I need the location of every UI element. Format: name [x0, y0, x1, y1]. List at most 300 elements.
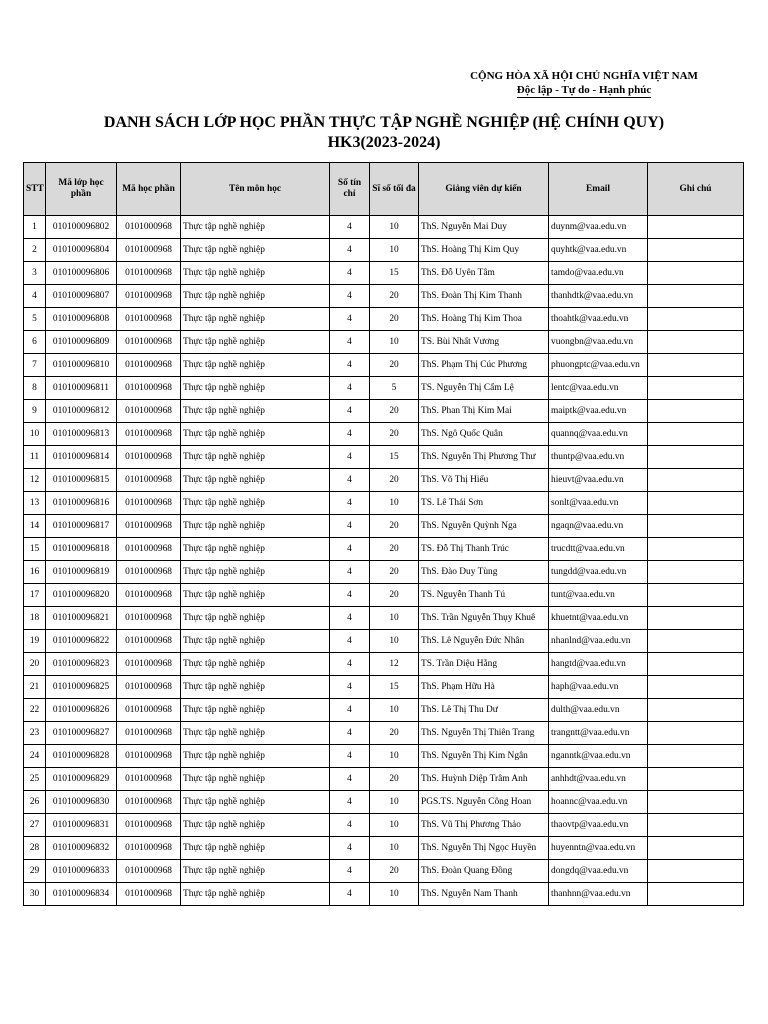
table-row	[24, 446, 744, 469]
class-code-cell: 010100096833	[46, 860, 117, 883]
credits-cell: 4	[330, 285, 370, 308]
email-cell: dongdq@vaa.edu.vn	[549, 860, 648, 883]
course-code-cell: 0101000968	[117, 538, 181, 561]
stt-cell: 29	[24, 860, 46, 883]
max-size-cell: 10	[370, 837, 419, 860]
notes-cell	[648, 308, 744, 331]
class-code-cell: 010100096832	[46, 837, 117, 860]
max-size-cell: 10	[370, 630, 419, 653]
credits-cell: 4	[330, 492, 370, 515]
course-code-cell: 0101000968	[117, 446, 181, 469]
email-cell: thuntp@vaa.edu.vn	[549, 446, 648, 469]
credits-cell: 4	[330, 446, 370, 469]
email-cell: lentc@vaa.edu.vn	[549, 377, 648, 400]
email-cell: tamdo@vaa.edu.vn	[549, 262, 648, 285]
credits-cell: 4	[330, 400, 370, 423]
course-name-cell: Thực tập nghề nghiệp	[181, 331, 330, 354]
table-body	[24, 216, 744, 906]
class-code-cell: 010100096804	[46, 239, 117, 262]
stt-cell: 15	[24, 538, 46, 561]
class-code-cell: 010100096806	[46, 262, 117, 285]
table-row	[24, 607, 744, 630]
email-cell: vuongbn@vaa.edu.vn	[549, 331, 648, 354]
stt-cell: 23	[24, 722, 46, 745]
credits-cell: 4	[330, 216, 370, 239]
course-name-cell: Thực tập nghề nghiệp	[181, 584, 330, 607]
notes-cell	[648, 699, 744, 722]
lecturer-cell: ThS. Hoàng Thị Kim Quy	[419, 239, 549, 262]
col-credits-header: Số tín chỉ	[330, 163, 370, 216]
class-code-cell: 010100096811	[46, 377, 117, 400]
notes-cell	[648, 446, 744, 469]
class-code-cell: 010100096828	[46, 745, 117, 768]
stt-cell: 1	[24, 216, 46, 239]
credits-cell: 4	[330, 377, 370, 400]
class-code-cell: 010100096809	[46, 331, 117, 354]
course-code-cell: 0101000968	[117, 791, 181, 814]
table-row	[24, 377, 744, 400]
stt-cell: 6	[24, 331, 46, 354]
course-code-cell: 0101000968	[117, 814, 181, 837]
max-size-cell: 20	[370, 469, 419, 492]
credits-cell: 4	[330, 354, 370, 377]
course-name-cell: Thực tập nghề nghiệp	[181, 308, 330, 331]
notes-cell	[648, 469, 744, 492]
max-size-cell: 10	[370, 699, 419, 722]
course-name-cell: Thực tập nghề nghiệp	[181, 446, 330, 469]
credits-cell: 4	[330, 561, 370, 584]
course-code-cell: 0101000968	[117, 722, 181, 745]
class-code-cell: 010100096825	[46, 676, 117, 699]
notes-cell	[648, 791, 744, 814]
stt-cell: 11	[24, 446, 46, 469]
max-size-cell: 10	[370, 239, 419, 262]
title-line1: DANH SÁCH LỚP HỌC PHẦN THỰC TẬP NGHỀ NGHIỆP (HỆ CHÍNH QUY)	[103, 114, 665, 131]
credits-cell: 4	[330, 239, 370, 262]
stt-cell: 30	[24, 883, 46, 906]
stt-cell: 7	[24, 354, 46, 377]
national-motto	[440, 69, 728, 97]
col-notes-header: Ghi chú	[648, 163, 744, 216]
course-code-cell: 0101000968	[117, 515, 181, 538]
max-size-cell: 10	[370, 331, 419, 354]
lecturer-cell: ThS. Ngô Quốc Quân	[419, 423, 549, 446]
stt-cell: 17	[24, 584, 46, 607]
class-code-cell: 010100096831	[46, 814, 117, 837]
table-row	[24, 331, 744, 354]
document-title	[0, 113, 768, 153]
course-name-cell: Thực tập nghề nghiệp	[181, 469, 330, 492]
notes-cell	[648, 377, 744, 400]
table-row	[24, 354, 744, 377]
course-code-cell: 0101000968	[117, 837, 181, 860]
course-name-cell: Thực tập nghề nghiệp	[181, 538, 330, 561]
class-code-cell: 010100096822	[46, 630, 117, 653]
stt-cell: 21	[24, 676, 46, 699]
lecturer-cell: ThS. Phạm Hữu Hà	[419, 676, 549, 699]
class-code-cell: 010100096812	[46, 400, 117, 423]
class-code-cell: 010100096819	[46, 561, 117, 584]
notes-cell	[648, 354, 744, 377]
notes-cell	[648, 883, 744, 906]
notes-cell	[648, 768, 744, 791]
class-code-cell: 010100096813	[46, 423, 117, 446]
max-size-cell: 5	[370, 377, 419, 400]
stt-cell: 5	[24, 308, 46, 331]
credits-cell: 4	[330, 262, 370, 285]
lecturer-cell: ThS. Đoàn Thị Kim Thanh	[419, 285, 549, 308]
course-code-cell: 0101000968	[117, 239, 181, 262]
notes-cell	[648, 285, 744, 308]
course-name-cell: Thực tập nghề nghiệp	[181, 607, 330, 630]
col-stt-header: STT	[24, 163, 46, 216]
email-cell: quannq@vaa.edu.vn	[549, 423, 648, 446]
email-cell: khuetnt@vaa.edu.vn	[549, 607, 648, 630]
course-name-cell: Thực tập nghề nghiệp	[181, 400, 330, 423]
email-cell: nhanlnd@vaa.edu.vn	[549, 630, 648, 653]
lecturer-cell: ThS. Nguyễn Mai Duy	[419, 216, 549, 239]
course-name-cell: Thực tập nghề nghiệp	[181, 515, 330, 538]
lecturer-cell: ThS. Đào Duy Tùng	[419, 561, 549, 584]
table-row	[24, 262, 744, 285]
course-code-cell: 0101000968	[117, 492, 181, 515]
max-size-cell: 20	[370, 538, 419, 561]
table-row	[24, 745, 744, 768]
table-row	[24, 722, 744, 745]
notes-cell	[648, 515, 744, 538]
class-code-cell: 010100096816	[46, 492, 117, 515]
email-cell: trucdtt@vaa.edu.vn	[549, 538, 648, 561]
stt-cell: 14	[24, 515, 46, 538]
course-code-cell: 0101000968	[117, 584, 181, 607]
course-name-cell: Thực tập nghề nghiệp	[181, 354, 330, 377]
table-row	[24, 584, 744, 607]
lecturer-cell: ThS. Đỗ Uyên Tâm	[419, 262, 549, 285]
max-size-cell: 15	[370, 446, 419, 469]
notes-cell	[648, 814, 744, 837]
lecturer-cell: ThS. Huỳnh Diệp Trâm Anh	[419, 768, 549, 791]
stt-cell: 28	[24, 837, 46, 860]
course-name-cell: Thực tập nghề nghiệp	[181, 676, 330, 699]
email-cell: thanhdtk@vaa.edu.vn	[549, 285, 648, 308]
class-code-cell: 010100096821	[46, 607, 117, 630]
max-size-cell: 20	[370, 860, 419, 883]
max-size-cell: 20	[370, 400, 419, 423]
course-name-cell: Thực tập nghề nghiệp	[181, 837, 330, 860]
notes-cell	[648, 561, 744, 584]
lecturer-cell: ThS. Vũ Thị Phương Thảo	[419, 814, 549, 837]
credits-cell: 4	[330, 791, 370, 814]
email-cell: hoannc@vaa.edu.vn	[549, 791, 648, 814]
stt-cell: 9	[24, 400, 46, 423]
stt-cell: 13	[24, 492, 46, 515]
notes-cell	[648, 239, 744, 262]
stt-cell: 16	[24, 561, 46, 584]
table-row	[24, 699, 744, 722]
course-name-cell: Thực tập nghề nghiệp	[181, 722, 330, 745]
class-code-cell: 010100096820	[46, 584, 117, 607]
table-row	[24, 837, 744, 860]
email-cell: phuongptc@vaa.edu.vn	[549, 354, 648, 377]
class-code-cell: 010100096823	[46, 653, 117, 676]
course-code-cell: 0101000968	[117, 630, 181, 653]
course-code-cell: 0101000968	[117, 745, 181, 768]
credits-cell: 4	[330, 883, 370, 906]
max-size-cell: 10	[370, 883, 419, 906]
col-course-name-header: Tên môn học	[181, 163, 330, 216]
course-code-cell: 0101000968	[117, 377, 181, 400]
course-name-cell: Thực tập nghề nghiệp	[181, 814, 330, 837]
motto: Độc lập - Tự do - Hạnh phúc	[516, 84, 652, 96]
lecturer-cell: TS. Trần Diệu Hằng	[419, 653, 549, 676]
stt-cell: 10	[24, 423, 46, 446]
table-row	[24, 860, 744, 883]
max-size-cell: 10	[370, 745, 419, 768]
class-code-cell: 010100096830	[46, 791, 117, 814]
email-cell: hieuvt@vaa.edu.vn	[549, 469, 648, 492]
table-row	[24, 538, 744, 561]
class-code-cell: 010100096814	[46, 446, 117, 469]
email-cell: anhhdt@vaa.edu.vn	[549, 768, 648, 791]
lecturer-cell: ThS. Trần Nguyễn Thụy Khuê	[419, 607, 549, 630]
course-code-cell: 0101000968	[117, 285, 181, 308]
credits-cell: 4	[330, 538, 370, 561]
table-row	[24, 308, 744, 331]
notes-cell	[648, 745, 744, 768]
table-row	[24, 515, 744, 538]
course-name-cell: Thực tập nghề nghiệp	[181, 883, 330, 906]
class-list-table	[23, 162, 744, 906]
course-code-cell: 0101000968	[117, 607, 181, 630]
stt-cell: 18	[24, 607, 46, 630]
course-code-cell: 0101000968	[117, 860, 181, 883]
notes-cell	[648, 837, 744, 860]
class-code-cell: 010100096802	[46, 216, 117, 239]
country-name: CỘNG HÒA XÃ HỘI CHỦ NGHĨA VIỆT NAM	[470, 70, 698, 82]
table-row	[24, 653, 744, 676]
max-size-cell: 20	[370, 722, 419, 745]
notes-cell	[648, 262, 744, 285]
stt-cell: 22	[24, 699, 46, 722]
notes-cell	[648, 630, 744, 653]
col-max-size-header: Sĩ số tối đa	[370, 163, 419, 216]
course-name-cell: Thực tập nghề nghiệp	[181, 561, 330, 584]
notes-cell	[648, 607, 744, 630]
max-size-cell: 15	[370, 262, 419, 285]
table-row	[24, 676, 744, 699]
lecturer-cell: TS. Bùi Nhất Vương	[419, 331, 549, 354]
email-cell: thaovtp@vaa.edu.vn	[549, 814, 648, 837]
credits-cell: 4	[330, 860, 370, 883]
lecturer-cell: ThS. Nguyễn Thị Kim Ngân	[419, 745, 549, 768]
credits-cell: 4	[330, 676, 370, 699]
email-cell: dulth@vaa.edu.vn	[549, 699, 648, 722]
course-name-cell: Thực tập nghề nghiệp	[181, 492, 330, 515]
course-code-cell: 0101000968	[117, 262, 181, 285]
stt-cell: 27	[24, 814, 46, 837]
course-name-cell: Thực tập nghề nghiệp	[181, 262, 330, 285]
lecturer-cell: ThS. Nguyễn Thị Phương Thư	[419, 446, 549, 469]
max-size-cell: 10	[370, 814, 419, 837]
course-name-cell: Thực tập nghề nghiệp	[181, 653, 330, 676]
notes-cell	[648, 216, 744, 239]
class-code-cell: 010100096827	[46, 722, 117, 745]
class-code-cell: 010100096808	[46, 308, 117, 331]
notes-cell	[648, 653, 744, 676]
table-row	[24, 791, 744, 814]
email-cell: ngaqn@vaa.edu.vn	[549, 515, 648, 538]
course-code-cell: 0101000968	[117, 676, 181, 699]
credits-cell: 4	[330, 814, 370, 837]
table-row	[24, 285, 744, 308]
notes-cell	[648, 331, 744, 354]
col-email-header: Email	[549, 163, 648, 216]
email-cell: thoahtk@vaa.edu.vn	[549, 308, 648, 331]
table-row	[24, 492, 744, 515]
lecturer-cell: ThS. Võ Thị Hiếu	[419, 469, 549, 492]
table-row	[24, 469, 744, 492]
lecturer-cell: ThS. Phan Thị Kim Mai	[419, 400, 549, 423]
lecturer-cell: ThS. Nguyễn Thị Ngọc Huyền	[419, 837, 549, 860]
table-row	[24, 239, 744, 262]
course-code-cell: 0101000968	[117, 883, 181, 906]
lecturer-cell: ThS. Đoàn Quang Đồng	[419, 860, 549, 883]
course-name-cell: Thực tập nghề nghiệp	[181, 377, 330, 400]
email-cell: trangntt@vaa.edu.vn	[549, 722, 648, 745]
credits-cell: 4	[330, 423, 370, 446]
lecturer-cell: TS. Lê Thái Sơn	[419, 492, 549, 515]
lecturer-cell: ThS. Lê Nguyễn Đức Nhân	[419, 630, 549, 653]
notes-cell	[648, 676, 744, 699]
lecturer-cell: TS. Nguyễn Thanh Tú	[419, 584, 549, 607]
lecturer-cell: TS. Đỗ Thị Thanh Trúc	[419, 538, 549, 561]
notes-cell	[648, 722, 744, 745]
course-name-cell: Thực tập nghề nghiệp	[181, 791, 330, 814]
stt-cell: 26	[24, 791, 46, 814]
max-size-cell: 12	[370, 653, 419, 676]
max-size-cell: 15	[370, 676, 419, 699]
class-code-cell: 010100096810	[46, 354, 117, 377]
course-code-cell: 0101000968	[117, 469, 181, 492]
class-code-cell: 010100096834	[46, 883, 117, 906]
class-code-cell: 010100096829	[46, 768, 117, 791]
course-code-cell: 0101000968	[117, 354, 181, 377]
credits-cell: 4	[330, 331, 370, 354]
lecturer-cell: ThS. Hoàng Thị Kim Thoa	[419, 308, 549, 331]
table-row	[24, 883, 744, 906]
max-size-cell: 20	[370, 768, 419, 791]
stt-cell: 24	[24, 745, 46, 768]
max-size-cell: 20	[370, 561, 419, 584]
course-code-cell: 0101000968	[117, 561, 181, 584]
course-code-cell: 0101000968	[117, 768, 181, 791]
class-code-cell: 010100096807	[46, 285, 117, 308]
course-name-cell: Thực tập nghề nghiệp	[181, 745, 330, 768]
max-size-cell: 10	[370, 216, 419, 239]
lecturer-cell: ThS. Phạm Thị Cúc Phương	[419, 354, 549, 377]
course-name-cell: Thực tập nghề nghiệp	[181, 699, 330, 722]
credits-cell: 4	[330, 837, 370, 860]
course-code-cell: 0101000968	[117, 216, 181, 239]
col-course-code-header: Mã học phần	[117, 163, 181, 216]
course-name-cell: Thực tập nghề nghiệp	[181, 239, 330, 262]
notes-cell	[648, 584, 744, 607]
lecturer-cell: ThS. Nguyễn Quỳnh Nga	[419, 515, 549, 538]
notes-cell	[648, 400, 744, 423]
class-code-cell: 010100096826	[46, 699, 117, 722]
course-name-cell: Thực tập nghề nghiệp	[181, 216, 330, 239]
notes-cell	[648, 423, 744, 446]
course-code-cell: 0101000968	[117, 699, 181, 722]
max-size-cell: 10	[370, 492, 419, 515]
email-cell: sonlt@vaa.edu.vn	[549, 492, 648, 515]
stt-cell: 2	[24, 239, 46, 262]
table-row	[24, 400, 744, 423]
stt-cell: 25	[24, 768, 46, 791]
lecturer-cell: PGS.TS. Nguyễn Công Hoan	[419, 791, 549, 814]
col-lecturer-header: Giảng viên dự kiến	[419, 163, 549, 216]
max-size-cell: 20	[370, 515, 419, 538]
email-cell: thanhnn@vaa.edu.vn	[549, 883, 648, 906]
course-code-cell: 0101000968	[117, 308, 181, 331]
stt-cell: 19	[24, 630, 46, 653]
stt-cell: 20	[24, 653, 46, 676]
course-name-cell: Thực tập nghề nghiệp	[181, 860, 330, 883]
credits-cell: 4	[330, 469, 370, 492]
notes-cell	[648, 538, 744, 561]
table-row	[24, 630, 744, 653]
credits-cell: 4	[330, 722, 370, 745]
credits-cell: 4	[330, 768, 370, 791]
stt-cell: 3	[24, 262, 46, 285]
lecturer-cell: TS. Nguyễn Thị Cẩm Lệ	[419, 377, 549, 400]
lecturer-cell: ThS. Lê Thị Thu Dư	[419, 699, 549, 722]
title-line2: HK3(2023-2024)	[327, 134, 441, 151]
table-row	[24, 423, 744, 446]
stt-cell: 12	[24, 469, 46, 492]
email-cell: tungdd@vaa.edu.vn	[549, 561, 648, 584]
course-name-cell: Thực tập nghề nghiệp	[181, 285, 330, 308]
notes-cell	[648, 492, 744, 515]
course-name-cell: Thực tập nghề nghiệp	[181, 630, 330, 653]
email-cell: quyhtk@vaa.edu.vn	[549, 239, 648, 262]
lecturer-cell: ThS. Nguyễn Nam Thanh	[419, 883, 549, 906]
max-size-cell: 10	[370, 607, 419, 630]
credits-cell: 4	[330, 584, 370, 607]
credits-cell: 4	[330, 308, 370, 331]
max-size-cell: 20	[370, 423, 419, 446]
email-cell: maiptk@vaa.edu.vn	[549, 400, 648, 423]
class-code-cell: 010100096815	[46, 469, 117, 492]
email-cell: duynm@vaa.edu.vn	[549, 216, 648, 239]
lecturer-cell: ThS. Nguyễn Thị Thiên Trang	[419, 722, 549, 745]
table-row	[24, 768, 744, 791]
col-class-code-header: Mã lớp học phần	[46, 163, 117, 216]
table-row	[24, 561, 744, 584]
notes-cell	[648, 860, 744, 883]
course-code-cell: 0101000968	[117, 653, 181, 676]
email-cell: haph@vaa.edu.vn	[549, 676, 648, 699]
course-name-cell: Thực tập nghề nghiệp	[181, 423, 330, 446]
stt-cell: 8	[24, 377, 46, 400]
max-size-cell: 20	[370, 584, 419, 607]
course-code-cell: 0101000968	[117, 331, 181, 354]
email-cell: hangtd@vaa.edu.vn	[549, 653, 648, 676]
class-code-cell: 010100096818	[46, 538, 117, 561]
credits-cell: 4	[330, 699, 370, 722]
max-size-cell: 20	[370, 285, 419, 308]
max-size-cell: 20	[370, 308, 419, 331]
